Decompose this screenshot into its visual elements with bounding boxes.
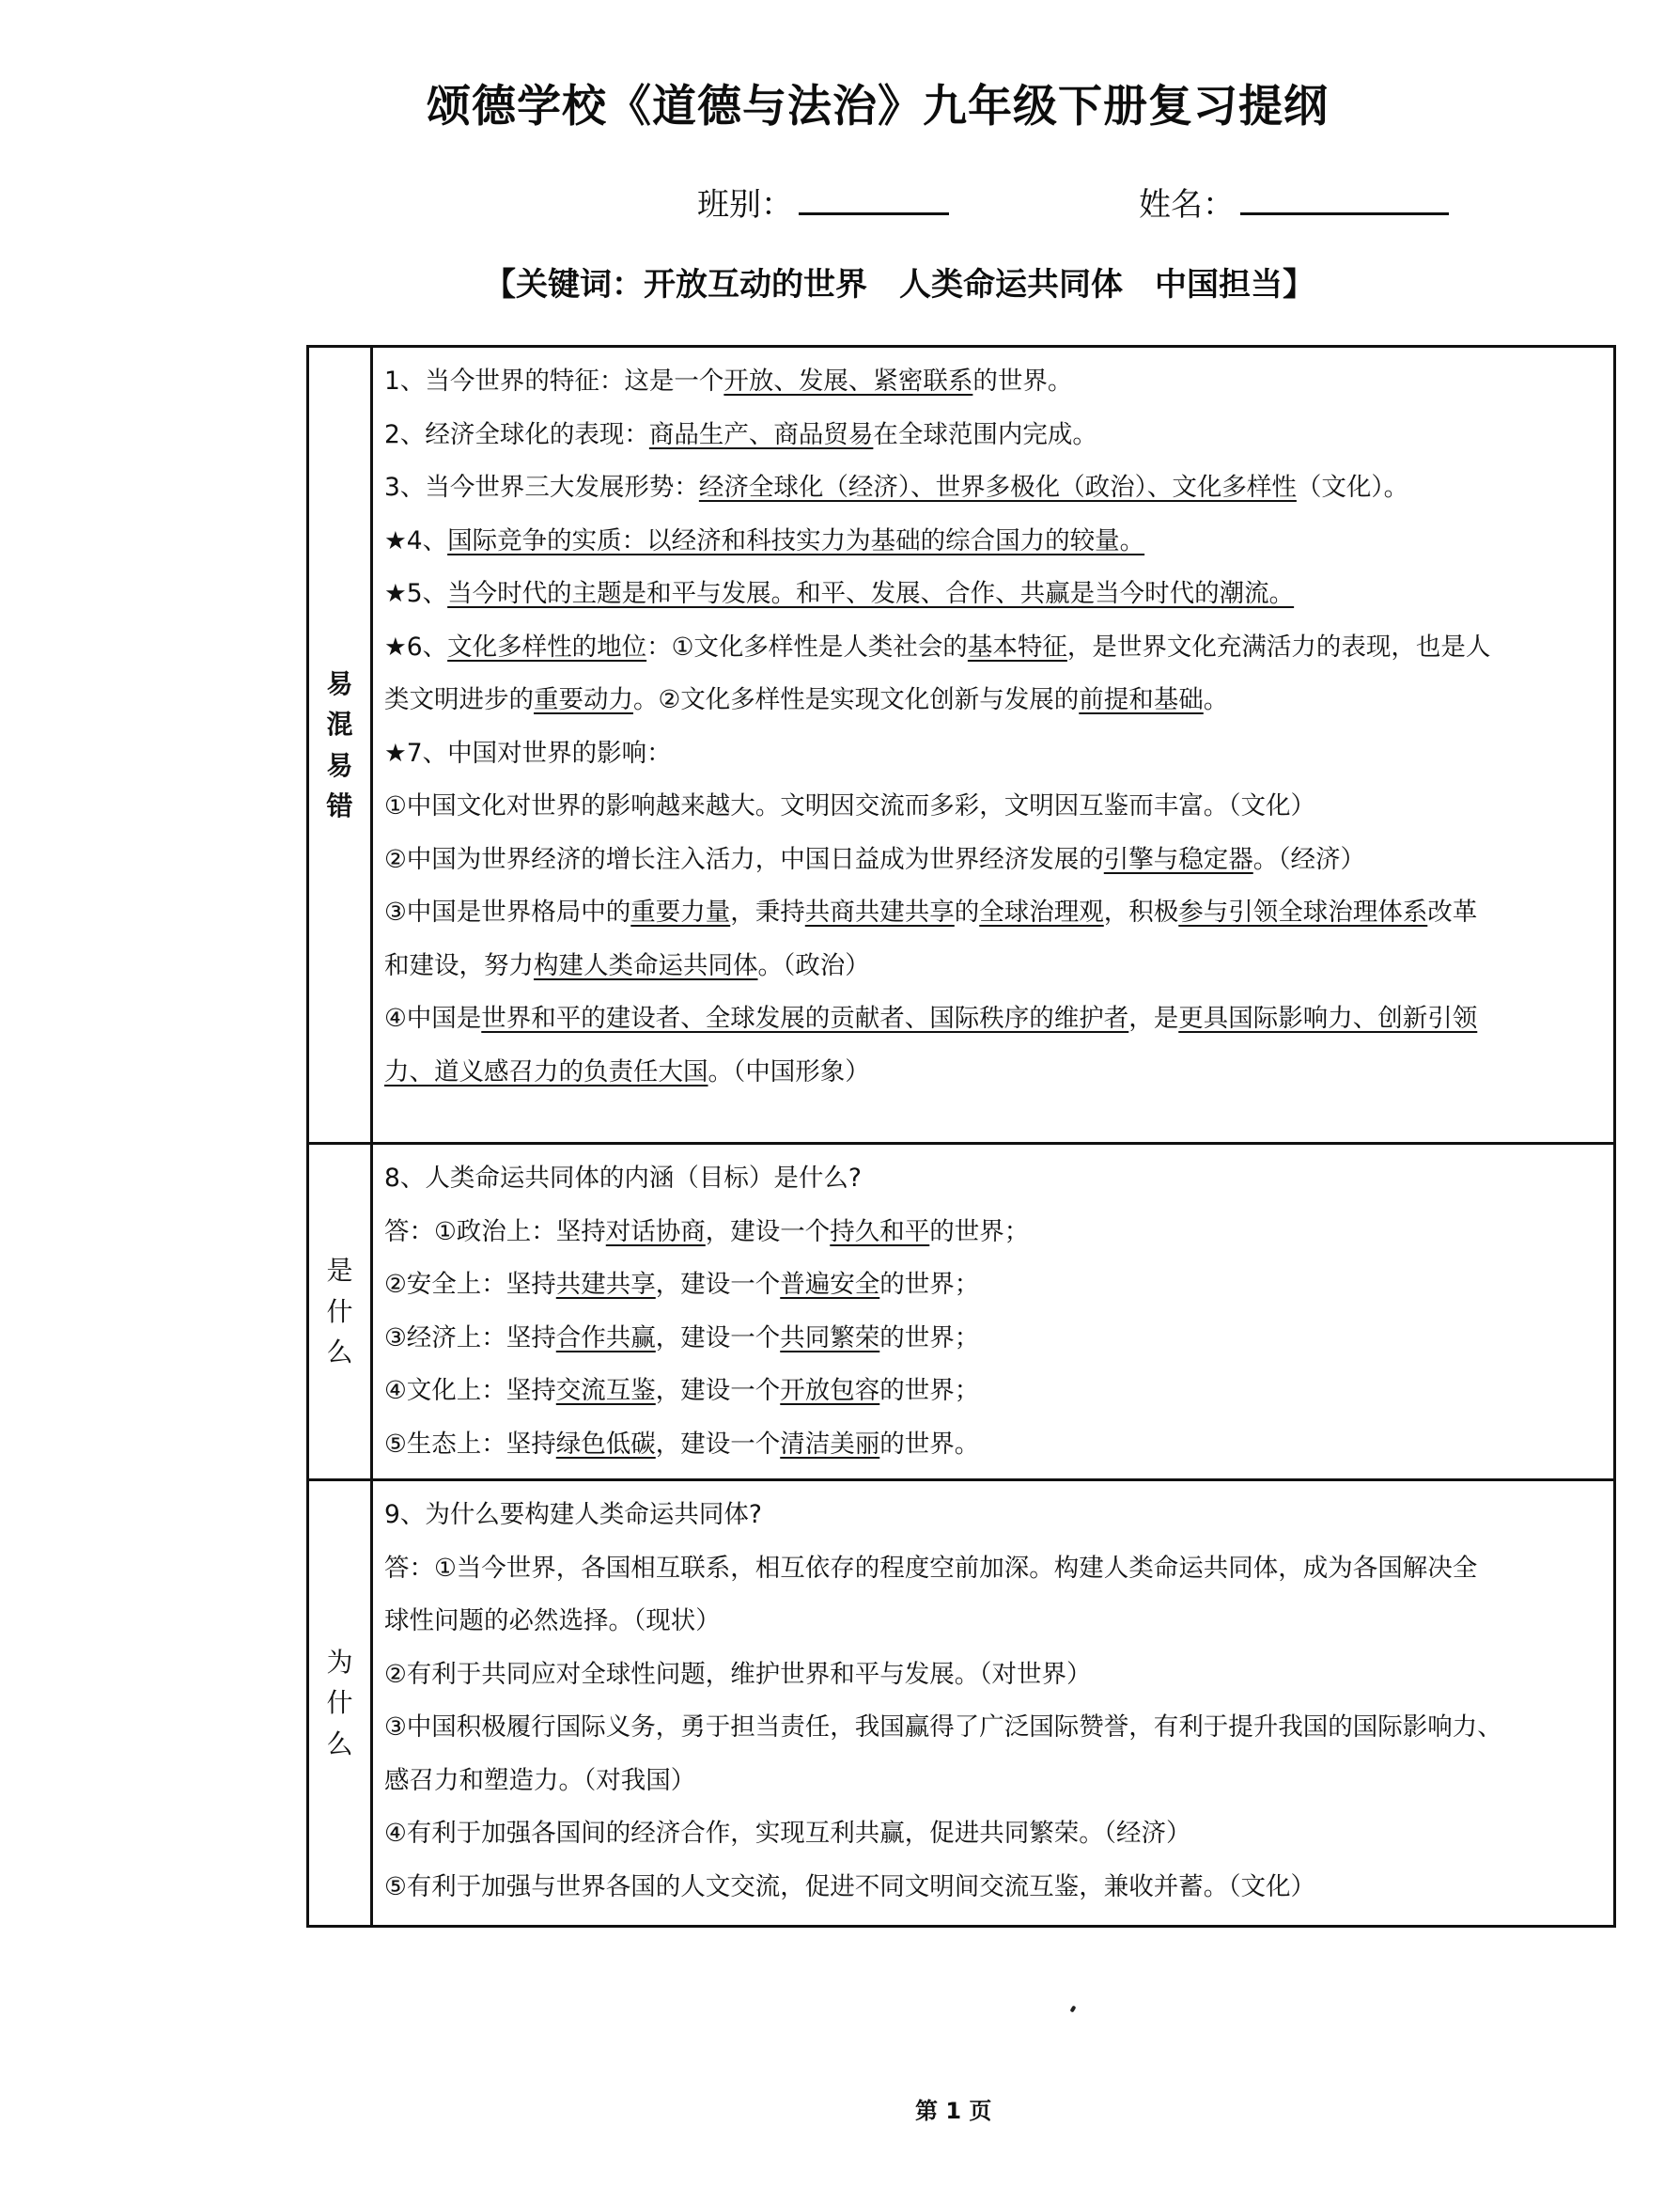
outline-line <box>384 409 1604 462</box>
key-phrase: 重要动力 <box>534 685 633 714</box>
category-cell <box>308 347 372 1144</box>
key-phrase: 经济全球化（经济）、世界多极化（政治）、文化多样性 <box>698 473 1297 502</box>
text-run: ，秉持 <box>730 898 805 927</box>
category-label <box>326 1243 354 1379</box>
text-run: （文化）。 <box>1296 473 1409 502</box>
key-phrase: 构建人类命运共同体 <box>534 950 758 980</box>
outline-line <box>384 1046 1604 1100</box>
key-phrase: 当今时代的主题是和平与发展。和平、发展、合作、共赢是当今时代的潮流。 <box>447 579 1295 608</box>
key-phrase: 国际竞争的实质：以经济和科技实力为基础的综合国力的较量。 <box>447 525 1145 555</box>
key-phrase: 交流互鉴 <box>555 1376 656 1405</box>
text-run: 答：①政治上：坚持 <box>384 1216 606 1246</box>
class-blank[interactable] <box>799 184 949 215</box>
text-run: 。（中国形象） <box>708 1056 870 1086</box>
category-cell <box>308 1480 372 1927</box>
text-run: 的世界； <box>879 1376 980 1405</box>
section-row-confusable <box>308 347 1615 1144</box>
category-cell <box>308 1144 372 1480</box>
text-run: ，建设一个 <box>705 1216 831 1246</box>
text-run: ，建设一个 <box>655 1322 781 1352</box>
text-run: 3、当今世界三大发展形势： <box>384 473 699 502</box>
outline-line <box>384 1595 1604 1649</box>
category-char: 错 <box>326 789 353 821</box>
key-phrase: 持久和平 <box>830 1216 930 1246</box>
outline-line <box>384 1152 1604 1206</box>
key-phrase: 基本特征 <box>967 632 1067 662</box>
key-phrase: 合作共赢 <box>555 1322 656 1352</box>
text-run: ★5、 <box>384 579 448 608</box>
category-label <box>326 1635 354 1771</box>
content-cell <box>372 1480 1615 1927</box>
text-run: 的世界。 <box>972 367 1073 396</box>
text-run: ，建设一个 <box>655 1270 781 1299</box>
text-run: ④文化上：坚持 <box>384 1376 556 1405</box>
key-phrase: 共商共建共享 <box>804 898 955 927</box>
text-run: 的世界。 <box>879 1429 980 1459</box>
text-run: 。（经济） <box>1252 844 1366 874</box>
text-run: ④有利于加强各国间的经济合作，实现互利共赢，促进共同繁荣。（经济） <box>384 1819 1191 1848</box>
outline-line <box>384 1542 1604 1596</box>
category-char: 易 <box>326 667 353 699</box>
text-run: 。 <box>1203 685 1229 714</box>
text-run: ★6、 <box>384 632 448 662</box>
key-phrase: 更具国际影响力、创新引领 <box>1178 1004 1478 1033</box>
outline-line <box>384 568 1604 621</box>
category-char: 什 <box>326 1295 353 1327</box>
name-field <box>1139 179 1449 225</box>
key-phrase: 共建共享 <box>555 1270 656 1299</box>
text-run: 的 <box>954 898 980 927</box>
text-run: ④中国是 <box>384 1004 482 1033</box>
text-run: ③中国积极履行国际义务，勇于担当责任，我国赢得了广泛国际赞誉，有利于提升我国的国际影响力、 <box>384 1712 1502 1742</box>
outline-line <box>384 1258 1604 1312</box>
text-run: ，建设一个 <box>655 1429 781 1459</box>
text-run: 在全球范围内完成。 <box>873 419 1097 449</box>
section-row-why <box>308 1480 1615 1927</box>
category-char: 什 <box>326 1687 353 1719</box>
key-phrase: 共同繁荣 <box>780 1322 880 1352</box>
class-field <box>697 179 949 225</box>
key-phrase: 力、道义感召力的负责任大国 <box>384 1056 708 1086</box>
outline-line <box>384 674 1604 727</box>
name-label: 姓名： <box>1139 186 1235 224</box>
outline-line <box>384 1418 1604 1472</box>
outline-line <box>384 1365 1604 1418</box>
outline-line <box>384 1206 1604 1259</box>
text-run: ①中国文化对世界的影响越来越大。文明因交流而多彩，文明因互鉴而丰富。（文化） <box>384 791 1316 821</box>
text-run: ③中国是世界格局中的 <box>384 898 631 927</box>
text-run: ②安全上：坚持 <box>384 1270 556 1299</box>
category-char: 是 <box>326 1255 353 1287</box>
text-run: ★7、中国对世界的影响： <box>384 738 672 768</box>
text-run: ★4、 <box>384 525 448 555</box>
text-run: ，积极 <box>1103 898 1179 927</box>
text-run: 。（政治） <box>757 950 870 980</box>
category-char: 么 <box>326 1336 353 1368</box>
key-phrase: 前提和基础 <box>1079 685 1204 714</box>
outline-line <box>384 993 1604 1046</box>
text-run: ②有利于共同应对全球性问题，维护世界和平与发展。（对世界） <box>384 1659 1092 1689</box>
text-run: ⑤生态上：坚持 <box>384 1429 556 1459</box>
text-run: 。②文化多样性是实现文化创新与发展的 <box>633 685 1080 714</box>
outline-line <box>384 515 1604 569</box>
outline-line <box>384 1489 1604 1542</box>
key-phrase: 开放、发展、紧密联系 <box>723 367 973 396</box>
key-phrase: 重要力量 <box>630 898 731 927</box>
text-run: ，是 <box>1128 1004 1179 1033</box>
category-char: 混 <box>326 709 353 741</box>
text-run: 的世界； <box>879 1322 980 1352</box>
outline-line <box>384 886 1604 940</box>
category-char: 为 <box>326 1646 353 1678</box>
page-number: 第 1 页 <box>915 2098 992 2124</box>
text-run: 的世界； <box>879 1270 980 1299</box>
text-run: ②中国为世界经济的增长注入活力，中国日益成为世界经济发展的 <box>384 844 1104 874</box>
text-run: ⑤有利于加强与世界各国的人文交流，促进不同文明间交流互鉴，兼收并蓄。（文化） <box>384 1871 1316 1901</box>
content-cell <box>372 347 1615 1144</box>
text-run: 的世界； <box>929 1216 1030 1246</box>
review-outline-table <box>306 345 1616 1928</box>
key-phrase: 对话协商 <box>605 1216 706 1246</box>
key-phrase: 绿色低碳 <box>555 1429 656 1459</box>
text-run: 感召力和塑造力。（对我国） <box>384 1765 696 1795</box>
text-run: ：①文化多样性是人类社会的 <box>646 632 968 662</box>
text-run: 2、经济全球化的表现： <box>384 419 649 449</box>
key-phrase: 清洁美丽 <box>780 1429 880 1459</box>
outline-line <box>384 1701 1604 1755</box>
keywords-heading: 【关键词：开放互动的世界 人类命运共同体 中国担当】 <box>484 266 1314 304</box>
key-phrase: 全球治理观 <box>979 898 1104 927</box>
text-run: ，建设一个 <box>655 1376 781 1405</box>
category-label <box>326 657 354 834</box>
text-run: 改革 <box>1427 898 1478 927</box>
outline-line <box>384 621 1604 675</box>
class-label: 班别： <box>697 186 793 224</box>
name-blank[interactable] <box>1240 184 1449 215</box>
section-row-what <box>308 1144 1615 1480</box>
outline-line <box>384 1861 1604 1915</box>
outline-line <box>384 1807 1604 1861</box>
outline-line <box>384 940 1604 993</box>
outline-line <box>384 355 1604 409</box>
text-run: 和建设，努力 <box>384 950 534 980</box>
key-phrase: 普遍安全 <box>780 1270 880 1299</box>
outline-line <box>384 1312 1604 1366</box>
key-phrase: 世界和平的建设者、全球发展的贡献者、国际秩序的维护者 <box>481 1004 1129 1033</box>
key-phrase: 参与引领全球治理体系 <box>1178 898 1428 927</box>
key-phrase: 开放包容 <box>780 1376 880 1405</box>
outline-line <box>384 1649 1604 1702</box>
text-run: ，是世界文化充满活力的表现，也是人 <box>1066 632 1491 662</box>
outline-line <box>384 727 1604 781</box>
key-phrase: 商品生产、商品贸易 <box>648 419 874 449</box>
key-phrase: 文化多样性的地位 <box>447 632 647 662</box>
scan-speck <box>1070 2005 1077 2012</box>
key-phrase: 引擎与稳定器 <box>1103 844 1253 874</box>
text-run: 8、人类命运共同体的内涵（目标）是什么? <box>384 1164 862 1193</box>
outline-line <box>384 461 1604 515</box>
document-title: 颂德学校《道德与法治》九年级下册复习提纲 <box>427 81 1329 133</box>
outline-line <box>384 834 1604 887</box>
text-run: 球性问题的必然选择。（现状） <box>384 1606 721 1635</box>
text-run: 类文明进步的 <box>384 685 534 714</box>
category-char: 么 <box>326 1727 353 1759</box>
outline-line <box>384 1755 1604 1808</box>
text-run: 答：①当今世界，各国相互联系，相互依存的程度空前加深。构建人类命运共同体，成为各国解决全 <box>384 1553 1478 1583</box>
text-run: 1、当今世界的特征：这是一个 <box>384 367 724 396</box>
content-cell <box>372 1144 1615 1480</box>
outline-line <box>384 780 1604 834</box>
text-run: 9、为什么要构建人类命运共同体? <box>384 1500 762 1529</box>
text-run: ③经济上：坚持 <box>384 1322 556 1352</box>
category-char: 易 <box>326 749 353 781</box>
